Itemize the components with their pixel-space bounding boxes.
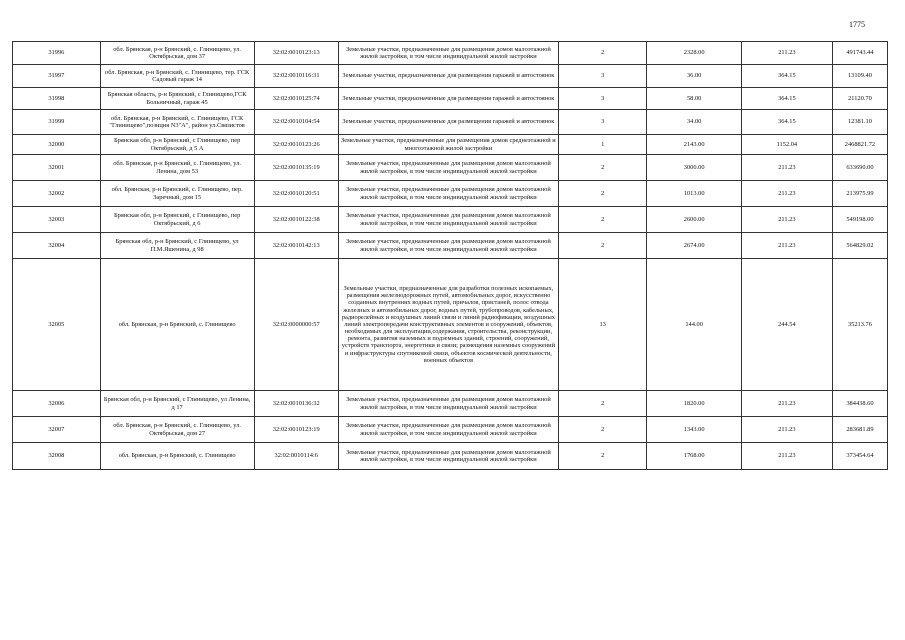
row-rate: 244.54 bbox=[741, 259, 832, 391]
row-group-code: 2 bbox=[558, 443, 647, 470]
row-land-use: Земельные участки, предназначенные для размещения гаражей и автостоянок bbox=[338, 65, 558, 88]
row-cadastral-value: 491743.44 bbox=[832, 42, 887, 65]
row-rate: 211.23 bbox=[741, 181, 832, 207]
row-cadastral-number: 32:02:0010114:6 bbox=[254, 443, 338, 470]
row-group-code: 3 bbox=[558, 65, 647, 88]
row-cadastral-value: 13109.40 bbox=[832, 65, 887, 88]
row-group-code: 3 bbox=[558, 110, 647, 135]
row-id: 32000 bbox=[13, 135, 101, 155]
row-group-code: 2 bbox=[558, 391, 647, 417]
row-cadastral-value: 384438.60 bbox=[832, 391, 887, 417]
row-rate: 211.23 bbox=[741, 207, 832, 233]
row-address: обл. Брянская, р-н Брянский, с. Глинищево, пер. Заречный, дом 15 bbox=[100, 181, 254, 207]
row-group-code: 2 bbox=[558, 233, 647, 259]
row-area: 3000.00 bbox=[647, 155, 741, 181]
row-id: 32003 bbox=[13, 207, 101, 233]
row-cadastral-value: 35213.76 bbox=[832, 259, 887, 391]
row-rate: 364.15 bbox=[741, 110, 832, 135]
table-row bbox=[13, 443, 888, 470]
row-area: 1820.00 bbox=[647, 391, 741, 417]
row-address: обл. Брянская, р-н Брянский, с. Глинищево, ГСК "Глинищево",позиция N3"А", район ул.Связистов bbox=[100, 110, 254, 135]
table-row bbox=[13, 88, 888, 110]
row-rate: 211.23 bbox=[741, 42, 832, 65]
row-land-use: Земельные участки, предназначенные для разработки полезных ископаемых, размещения железнодорожных путей, автомобильных дорог, искусственно созданных внутренних водных путей, причалов, пристаней, полос отвода железных и автомобильных дорог, водных путей, трубопроводов, кабельных, радиорелейных и воздушных линий связи и линий радиофикации, воздушных линий электропередачи конструктивных элементов и сооружений, объектов, необходимых для эксплуатации,содержания, строительства, реконструкции, ремонта, развития наземных и подземных зданий, строений, сооружений, устройств транспорта, энергетики и связи; размещения наземных сооружений и инфраструктуры спутниковой связи, объектов космической деятельности, военных объектов bbox=[338, 259, 558, 391]
row-id: 31998 bbox=[13, 88, 101, 110]
row-area: 2674.00 bbox=[647, 233, 741, 259]
row-id: 31999 bbox=[13, 110, 101, 135]
row-land-use: Земельные участки, предназначенные для размещения домов малоэтажной жилой застройки, в том числе индивидуальной жилой застройки bbox=[338, 233, 558, 259]
row-address: обл. Брянская, р-н Брянский, с. Глинищево, ул. Октябрьская, дом 27 bbox=[100, 417, 254, 443]
row-address: Брянская обл, р-н Брянский, с Глинищево, ул Ленина, д 17 bbox=[100, 391, 254, 417]
row-address: обл. Брянская, р-н Брянский, с. Глинищево, ул. Октябрьская, дом 37 bbox=[100, 42, 254, 65]
row-cadastral-number: 32:02:0010122:38 bbox=[254, 207, 338, 233]
row-cadastral-number: 32:02:0010136:32 bbox=[254, 391, 338, 417]
row-group-code: 2 bbox=[558, 155, 647, 181]
row-area: 2143.00 bbox=[647, 135, 741, 155]
row-cadastral-value: 21120.70 bbox=[832, 88, 887, 110]
row-area: 34.00 bbox=[647, 110, 741, 135]
table-row bbox=[13, 110, 888, 135]
row-address: обл. Брянская, р-н Брянский, с. Глинищево, ул. Ленина, дом 53 bbox=[100, 155, 254, 181]
row-rate: 211.23 bbox=[741, 417, 832, 443]
row-id: 32008 bbox=[13, 443, 101, 470]
row-cadastral-number: 32:02:0010123:26 bbox=[254, 135, 338, 155]
row-area: 2600.00 bbox=[647, 207, 741, 233]
row-rate: 211.23 bbox=[741, 233, 832, 259]
row-address: Брянская обл, р-н Брянский, с Глинищево, пер Октябрьский, д 5 А bbox=[100, 135, 254, 155]
row-area: 1343.00 bbox=[647, 417, 741, 443]
row-cadastral-number: 32:02:0010123:19 bbox=[254, 417, 338, 443]
row-group-code: 2 bbox=[558, 42, 647, 65]
table-row bbox=[13, 155, 888, 181]
row-cadastral-number: 32:02:0010123:13 bbox=[254, 42, 338, 65]
row-land-use: Земельные участки, предназначенные для размещения гаражей и автостоянок bbox=[338, 88, 558, 110]
cadastral-value-table bbox=[12, 41, 888, 470]
row-rate: 1152.04 bbox=[741, 135, 832, 155]
row-cadastral-number: 32:02:0010104:54 bbox=[254, 110, 338, 135]
row-cadastral-value: 549198.00 bbox=[832, 207, 887, 233]
row-address: Брянская обл, р-н Брянский, с Глинищево, пер Октябрьский, д 6 bbox=[100, 207, 254, 233]
table-row bbox=[13, 233, 888, 259]
row-cadastral-value: 373454.64 bbox=[832, 443, 887, 470]
row-address: обл. Брянская, р-н Брянский, с. Глинищево bbox=[100, 443, 254, 470]
row-cadastral-value: 633690.00 bbox=[832, 155, 887, 181]
row-id: 32001 bbox=[13, 155, 101, 181]
row-address: обл. Брянская, р-н Брянский, с. Глинищево, тер. ГСК Садовый гараж 14 bbox=[100, 65, 254, 88]
table-row bbox=[13, 135, 888, 155]
row-rate: 211.23 bbox=[741, 391, 832, 417]
row-group-code: 13 bbox=[558, 259, 647, 391]
row-area: 36.00 bbox=[647, 65, 741, 88]
table-row bbox=[13, 417, 888, 443]
row-group-code: 2 bbox=[558, 181, 647, 207]
row-land-use: Земельные участки, предназначенные для размещения домов малоэтажной жилой застройки, в том числе индивидуальной жилой застройки bbox=[338, 42, 558, 65]
table-row bbox=[13, 42, 888, 65]
row-group-code: 3 bbox=[558, 88, 647, 110]
row-group-code: 1 bbox=[558, 135, 647, 155]
row-land-use: Земельные участки, предназначенные для размещения домов среднеэтажной и многоэтажной жилой застройки bbox=[338, 135, 558, 155]
row-area: 58.00 bbox=[647, 88, 741, 110]
row-cadastral-value: 213975.99 bbox=[832, 181, 887, 207]
row-rate: 211.23 bbox=[741, 443, 832, 470]
row-rate: 364.15 bbox=[741, 65, 832, 88]
row-group-code: 2 bbox=[558, 207, 647, 233]
row-address: Брянская обл, р-н Брянский, с Глинищево, ул П.М.Яшенина, д 98 bbox=[100, 233, 254, 259]
row-id: 31997 bbox=[13, 65, 101, 88]
row-area: 144.00 bbox=[647, 259, 741, 391]
row-area: 1013.00 bbox=[647, 181, 741, 207]
row-address: Брянская область, р-н Брянский, с Глинищево,ГСК Больничный, гараж 45 bbox=[100, 88, 254, 110]
row-id: 31996 bbox=[13, 42, 101, 65]
table-row bbox=[13, 259, 888, 391]
row-land-use: Земельные участки, предназначенные для размещения домов малоэтажной жилой застройки, в том числе индивидуальной жилой застройки bbox=[338, 443, 558, 470]
row-id: 32006 bbox=[13, 391, 101, 417]
row-cadastral-number: 32:02:0000000:57 bbox=[254, 259, 338, 391]
row-land-use: Земельные участки, предназначенные для размещения домов малоэтажной жилой застройки, в том числе индивидуальной жилой застройки bbox=[338, 207, 558, 233]
row-cadastral-value: 564829.02 bbox=[832, 233, 887, 259]
row-id: 32007 bbox=[13, 417, 101, 443]
row-land-use: Земельные участки, предназначенные для размещения домов малоэтажной жилой застройки, в том числе индивидуальной жилой застройки bbox=[338, 181, 558, 207]
row-address: обл. Брянская, р-н Брянский, с. Глинищево bbox=[100, 259, 254, 391]
row-id: 32002 bbox=[13, 181, 101, 207]
row-area: 1768.00 bbox=[647, 443, 741, 470]
row-cadastral-number: 32:02:0010116:31 bbox=[254, 65, 338, 88]
row-rate: 364.15 bbox=[741, 88, 832, 110]
row-cadastral-number: 32:02:0010142:13 bbox=[254, 233, 338, 259]
row-land-use: Земельные участки, предназначенные для размещения домов малоэтажной жилой застройки, в том числе индивидуальной жилой застройки bbox=[338, 391, 558, 417]
row-cadastral-value: 283681.89 bbox=[832, 417, 887, 443]
row-land-use: Земельные участки, предназначенные для размещения гаражей и автостоянок bbox=[338, 110, 558, 135]
table-row bbox=[13, 391, 888, 417]
row-area: 2328.00 bbox=[647, 42, 741, 65]
row-rate: 211.23 bbox=[741, 155, 832, 181]
page-number: 1775 bbox=[849, 20, 865, 29]
row-id: 32005 bbox=[13, 259, 101, 391]
row-cadastral-number: 32:02:0010125:74 bbox=[254, 88, 338, 110]
table-row bbox=[13, 181, 888, 207]
row-land-use: Земельные участки, предназначенные для размещения домов малоэтажной жилой застройки, в том числе индивидуальной жилой застройки bbox=[338, 417, 558, 443]
table-row bbox=[13, 207, 888, 233]
row-cadastral-number: 32:02:0010135:19 bbox=[254, 155, 338, 181]
row-id: 32004 bbox=[13, 233, 101, 259]
row-cadastral-value: 12381.10 bbox=[832, 110, 887, 135]
row-group-code: 2 bbox=[558, 417, 647, 443]
table-row bbox=[13, 65, 888, 88]
row-cadastral-value: 2468821.72 bbox=[832, 135, 887, 155]
row-cadastral-number: 32:02:0010120:51 bbox=[254, 181, 338, 207]
row-land-use: Земельные участки, предназначенные для размещения домов малоэтажной жилой застройки, в том числе индивидуальной жилой застройки bbox=[338, 155, 558, 181]
